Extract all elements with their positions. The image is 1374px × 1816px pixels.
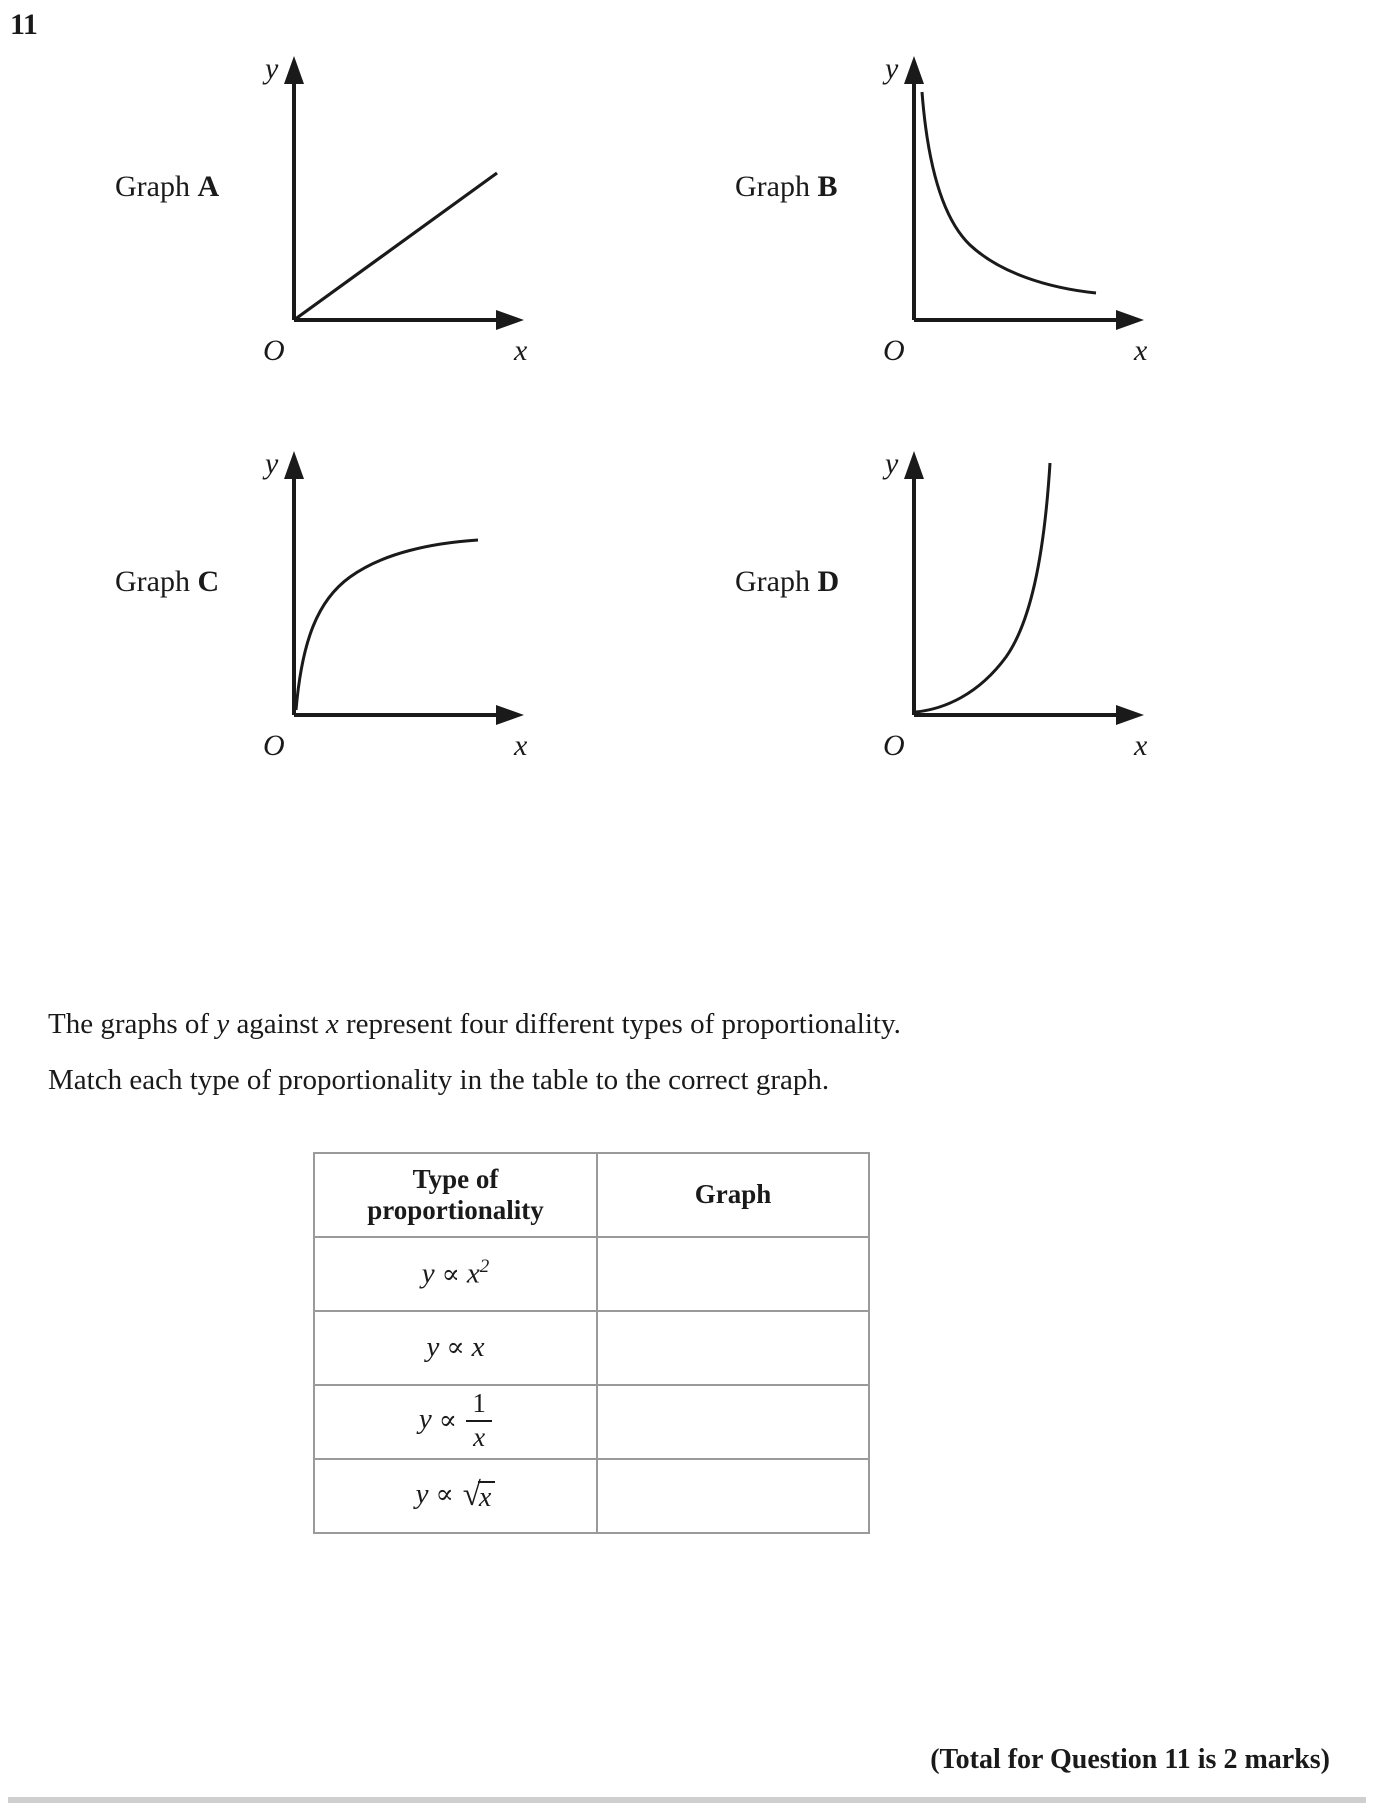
fraction-one-over-x bbox=[466, 1390, 492, 1451]
graph-c-svg bbox=[220, 425, 600, 785]
graph-b-y-arrowhead bbox=[904, 56, 924, 84]
graph-c-label-letter: C bbox=[197, 565, 220, 598]
graph-a-x-arrowhead bbox=[496, 310, 524, 330]
table-row bbox=[314, 1385, 869, 1459]
formula-y-prop-x bbox=[426, 1333, 484, 1362]
graph-b-label bbox=[735, 170, 838, 204]
graph-a-x-label: x bbox=[514, 334, 528, 367]
graph-panel-d bbox=[640, 425, 1280, 805]
formula-y-prop-x-squared bbox=[422, 1257, 490, 1289]
instruction-line-1-part3: represent four different types of proportionality. bbox=[338, 1008, 901, 1040]
formula-4-prop-symbol: ∝ bbox=[435, 1479, 454, 1510]
graph-a-label-prefix: Graph bbox=[115, 170, 198, 203]
table-header-row bbox=[314, 1153, 869, 1237]
graph-panel-a bbox=[20, 30, 660, 410]
graph-c-curve bbox=[296, 540, 478, 710]
graph-c-x-arrowhead bbox=[496, 705, 524, 725]
formula-2-base: x bbox=[471, 1331, 485, 1363]
graph-d-y-label: y bbox=[885, 447, 899, 480]
instruction-line-1-var-y: y bbox=[216, 1008, 230, 1040]
formula-3-prop-symbol: ∝ bbox=[438, 1404, 458, 1435]
table-row bbox=[314, 1311, 869, 1385]
graph-b-curve bbox=[922, 92, 1096, 293]
cell-type-y-prop-one-over-x bbox=[314, 1385, 597, 1459]
graph-c-label-prefix: Graph bbox=[115, 565, 198, 598]
proportionality-match-table bbox=[313, 1152, 870, 1534]
table-row bbox=[314, 1237, 869, 1311]
graph-c-y-arrowhead bbox=[284, 451, 304, 479]
graph-a-label bbox=[115, 170, 219, 204]
graph-a-y-arrowhead bbox=[284, 56, 304, 84]
formula-1-base: x bbox=[466, 1257, 480, 1290]
graph-b-label-letter: B bbox=[817, 170, 838, 203]
graph-b-label-prefix: Graph bbox=[735, 170, 818, 203]
graph-panel-b bbox=[640, 30, 1280, 410]
instruction-line-1-part2: against bbox=[229, 1008, 326, 1040]
formula-y-prop-reciprocal-x bbox=[418, 1388, 492, 1452]
radical-sign-icon: √ bbox=[462, 1477, 481, 1513]
graph-d-y-arrowhead bbox=[904, 451, 924, 479]
formula-y-prop-sqrt-x bbox=[415, 1477, 496, 1513]
formula-1-exponent: 2 bbox=[479, 1256, 490, 1278]
formula-4-var-y: y bbox=[415, 1478, 429, 1511]
cell-type-y-prop-x bbox=[314, 1311, 597, 1385]
cell-answer-graph-3[interactable] bbox=[597, 1385, 869, 1459]
formula-2-var-y: y bbox=[426, 1331, 440, 1363]
cell-answer-graph-4[interactable] bbox=[597, 1459, 869, 1533]
fraction-numerator: 1 bbox=[472, 1388, 486, 1419]
header-type-line2: proportionality bbox=[367, 1195, 544, 1225]
graph-c-x-label: x bbox=[514, 729, 528, 762]
graph-a-origin-label: O bbox=[263, 334, 285, 367]
fraction-denominator: x bbox=[473, 1422, 486, 1452]
page-bottom-rule bbox=[8, 1797, 1366, 1803]
graph-d-svg bbox=[840, 425, 1220, 785]
instruction-line-1 bbox=[48, 1006, 901, 1042]
graph-b-x-label: x bbox=[1134, 334, 1148, 367]
formula-1-prop-symbol: ∝ bbox=[441, 1258, 460, 1289]
total-marks-text: (Total for Question 11 is 2 marks) bbox=[930, 1744, 1330, 1775]
graph-b-svg bbox=[840, 30, 1220, 390]
formula-1-var-y: y bbox=[421, 1257, 435, 1290]
graph-c-label bbox=[115, 565, 219, 599]
radicand: x bbox=[478, 1481, 495, 1513]
graph-a-label-letter: A bbox=[197, 170, 220, 203]
formula-2-prop-symbol: ∝ bbox=[446, 1332, 465, 1362]
header-graph: Graph bbox=[597, 1153, 869, 1237]
cell-answer-graph-1[interactable] bbox=[597, 1237, 869, 1311]
graph-b-origin-label: O bbox=[883, 334, 905, 367]
graphs-container bbox=[0, 30, 1374, 820]
header-type-line1: Type of bbox=[412, 1163, 499, 1194]
instruction-line-1-var-x: x bbox=[325, 1008, 339, 1040]
graph-d-label bbox=[735, 565, 839, 599]
graph-a-curve bbox=[294, 173, 497, 320]
cell-type-y-prop-x-squared bbox=[314, 1237, 597, 1311]
graph-panel-c bbox=[20, 425, 660, 805]
header-type-of-proportionality bbox=[314, 1153, 597, 1237]
graph-d-origin-label: O bbox=[883, 729, 905, 762]
instruction-line-1-part1: The graphs of bbox=[48, 1008, 217, 1040]
graph-d-label-prefix: Graph bbox=[735, 565, 818, 598]
graph-b-y-label: y bbox=[885, 52, 899, 85]
graph-a-y-label: y bbox=[265, 52, 279, 85]
formula-3-var-y: y bbox=[418, 1403, 432, 1436]
graph-d-x-label: x bbox=[1134, 729, 1148, 762]
graph-a-svg bbox=[220, 30, 600, 390]
cell-answer-graph-2[interactable] bbox=[597, 1311, 869, 1385]
graph-d-x-arrowhead bbox=[1116, 705, 1144, 725]
cell-type-y-prop-sqrt-x bbox=[314, 1459, 597, 1533]
question-number: 11 bbox=[10, 8, 38, 41]
graph-b-x-arrowhead bbox=[1116, 310, 1144, 330]
graph-d-label-letter: D bbox=[817, 565, 840, 598]
sqrt-x bbox=[462, 1477, 496, 1513]
table-row bbox=[314, 1459, 869, 1533]
instruction-line-2: Match each type of proportionality in the table to the correct graph. bbox=[48, 1064, 830, 1096]
graph-c-y-label: y bbox=[265, 447, 279, 480]
graph-c-origin-label: O bbox=[263, 729, 285, 762]
graph-d-curve bbox=[916, 463, 1050, 712]
